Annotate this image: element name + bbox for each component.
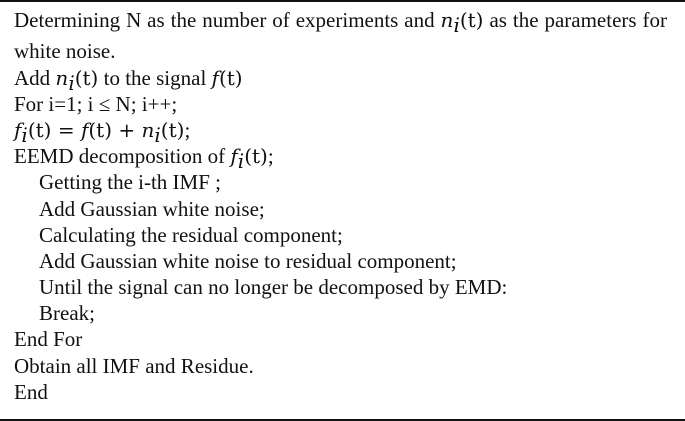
line-3-text: For i=1; i ≤ N; i++; [14, 91, 178, 116]
line-4-symbol-f: f [14, 117, 22, 142]
line-4-plus: + [112, 117, 142, 142]
line-1-text-b: as the parameters for white noise. [14, 8, 667, 64]
algorithm-line-9 [0, 248, 685, 274]
line-5-argument-t: (t) [244, 144, 268, 169]
algorithm-line-2 [0, 65, 685, 95]
line-1-text-a: Determining N as the number of experiments and [14, 8, 441, 32]
line-4-subscript-i: i [21, 123, 28, 148]
line-2-text-b: to the signal [98, 65, 212, 90]
line-10-text: Until the signal can no longer be decomposed by EMD: [39, 275, 508, 300]
line-2-argument-t-2: (t) [218, 65, 243, 90]
algorithm-line-5 [0, 143, 685, 174]
line-4-symbol-f-2: f [80, 117, 89, 142]
algorithm-line-14 [0, 379, 685, 405]
line-2-text-a: Add [14, 65, 56, 90]
algorithm-line-1 [0, 7, 685, 65]
algorithm-line-6 [0, 169, 685, 195]
line-13-text: Obtain all IMF and Residue. [14, 353, 254, 378]
algorithm-line-13 [0, 353, 685, 379]
line-4-semicolon: ; [184, 117, 191, 142]
line-9-text: Add Gaussian white noise to residual component; [39, 248, 457, 273]
line-2-symbol-n: n [55, 65, 69, 90]
line-2-argument-t: (t) [74, 65, 99, 90]
line-8-text: Calculating the residual component; [39, 222, 343, 247]
line-5-symbol-f: f [230, 144, 238, 169]
line-2-symbol-f: f [211, 65, 219, 90]
line-1-subscript-i: i [453, 13, 460, 38]
line-6-text: Getting the i-th IMF ; [39, 170, 221, 195]
line-2-subscript-i: i [68, 70, 75, 95]
algorithm-line-12 [0, 326, 685, 352]
line-5-semicolon: ; [267, 144, 274, 169]
line-5-text-a: EEMD decomposition of [14, 144, 231, 169]
algorithm-line-3 [0, 91, 685, 117]
algorithm-line-7 [0, 196, 685, 222]
line-4-argument-t-2: (t) [88, 117, 113, 142]
line-4-argument-t-3: (t) [160, 117, 185, 142]
line-11-text: Break; [39, 301, 95, 326]
line-4-argument-t: (t) [27, 117, 52, 142]
line-12-text: End For [14, 327, 83, 352]
line-4-subscript-i-2: i [154, 123, 161, 148]
algorithm-line-8 [0, 222, 685, 248]
line-4-equals: = [51, 117, 81, 142]
algorithm-line-4 [0, 117, 685, 148]
line-7-text: Add Gaussian white noise; [39, 196, 265, 221]
algorithm-line-11 [0, 300, 685, 326]
algorithm-line-10 [0, 274, 685, 300]
line-14-text: End [14, 379, 48, 404]
line-1-symbol-n: n [440, 8, 454, 32]
line-4-symbol-n: n [141, 117, 155, 142]
line-1-argument-t: (t) [459, 8, 484, 32]
line-5-subscript-i: i [237, 149, 245, 174]
